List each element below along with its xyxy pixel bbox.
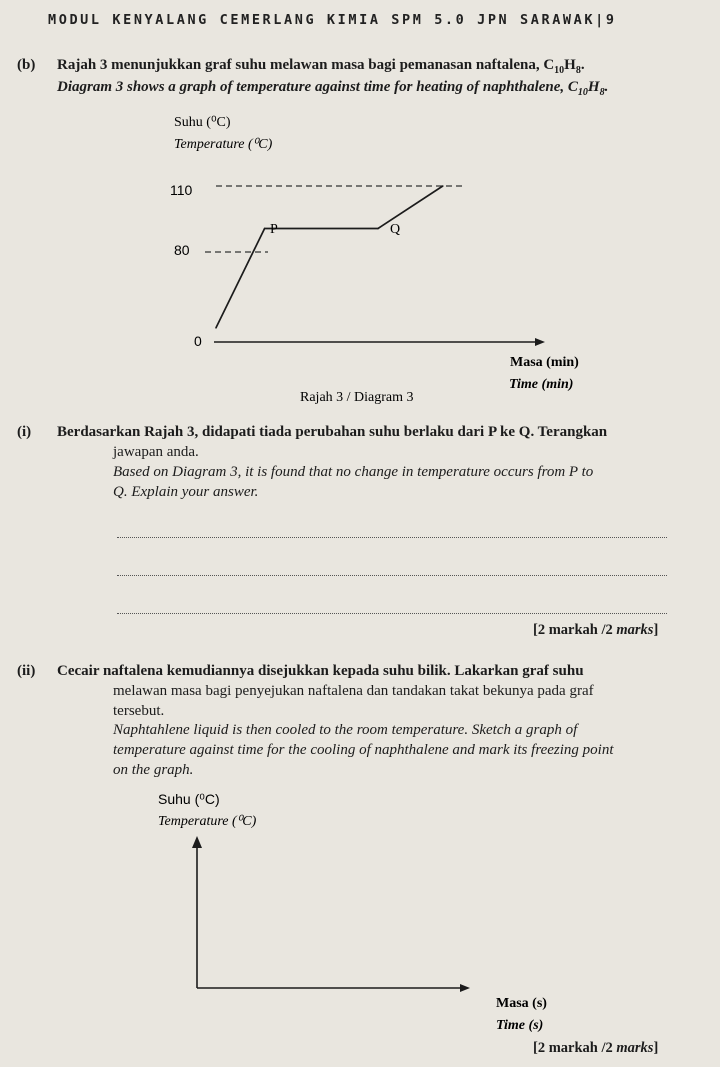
x-axis-label-english: Time (min) xyxy=(509,377,574,392)
question-ii-english-line: Naphtahlene liquid is then cooled to the room temperature. Sketch a graph of xyxy=(113,722,578,738)
question-ii-english-line: temperature against time for the cooling of naphthalene and mark its freezing point xyxy=(113,742,614,758)
part-b-label: (b) xyxy=(17,57,36,73)
marks-prefix: [2 markah /2 xyxy=(533,622,617,638)
part-b-english-prefix: Diagram 3 shows a graph of temperature against time for heating of naphthalene, C xyxy=(57,79,578,95)
question-ii-malay-line: Cecair naftalena kemudiannya disejukkan kepada suhu bilik. Lakarkan graf suhu xyxy=(57,663,584,679)
y-tick-label: 80 xyxy=(174,242,190,258)
question-i-malay-line: jawapan anda. xyxy=(113,444,199,460)
question-i-label: (i) xyxy=(17,424,32,440)
question-ii-malay-line: melawan masa bagi penyejukan naftalena dan tandakan takat bekunya pada graf xyxy=(113,683,594,699)
question-i-malay-line: Berdasarkan Rajah 3, didapati tiada perubahan suhu berlaku dari P ke Q. Terangkan xyxy=(57,424,608,440)
marks-suffix: ] xyxy=(653,622,659,638)
marks-english: marks xyxy=(616,622,654,638)
point-label-p: P xyxy=(270,222,278,237)
sketch-x-label-malay: Masa (s) xyxy=(496,996,547,1011)
formula-h: H xyxy=(587,79,600,95)
sketch-x-axis-arrow-icon xyxy=(460,984,470,992)
diagram-caption: Rajah 3 / Diagram 3 xyxy=(300,390,414,405)
question-ii-english-line: on the graph. xyxy=(113,762,194,778)
y-tick-label: 110 xyxy=(170,182,193,198)
question-ii-malay-line: tersebut. xyxy=(113,703,165,719)
formula-h: H xyxy=(564,57,576,73)
question-i-english-line: Based on Diagram 3, it is found that no change in temperature occurs from P to xyxy=(113,464,594,480)
marks-prefix: [2 markah /2 xyxy=(533,1040,617,1056)
y-axis-label-english: Temperature (⁰C) xyxy=(174,137,273,152)
part-b-malay-prefix: Rajah 3 menunjukkan graf suhu melawan masa bagi pemanasan naftalena, C xyxy=(57,57,555,73)
formula-subscript: 8 xyxy=(575,65,581,76)
y-tick-label: 0 xyxy=(194,333,202,349)
sketch-x-label-english: Time (s) xyxy=(496,1018,544,1033)
question-i-english-line: Q. Explain your answer. xyxy=(113,484,259,500)
period: . xyxy=(604,79,609,95)
sketch-y-axis-arrow-icon xyxy=(192,836,202,848)
marks-suffix: ] xyxy=(653,1040,659,1056)
x-axis-label-malay: Masa (min) xyxy=(510,355,579,370)
sketch-y-label-malay: Suhu (⁰C) xyxy=(158,791,220,807)
point-label-q: Q xyxy=(390,222,401,237)
formula-subscript: 10 xyxy=(554,65,565,76)
question-ii-label: (ii) xyxy=(17,663,36,679)
formula-subscript: 10 xyxy=(577,87,588,98)
question-ii-marks xyxy=(533,1040,658,1057)
page-header: MODUL KENYALANG CEMERLANG KIMIA SPM 5.0 JPN SARAWAK|9 xyxy=(48,12,617,28)
marks-english: marks xyxy=(616,1040,654,1056)
period: . xyxy=(580,57,585,73)
y-axis-label-malay: Suhu (⁰C) xyxy=(174,115,231,130)
formula-subscript: 8 xyxy=(599,87,605,98)
sketch-y-label-english: Temperature (⁰C) xyxy=(158,814,257,829)
